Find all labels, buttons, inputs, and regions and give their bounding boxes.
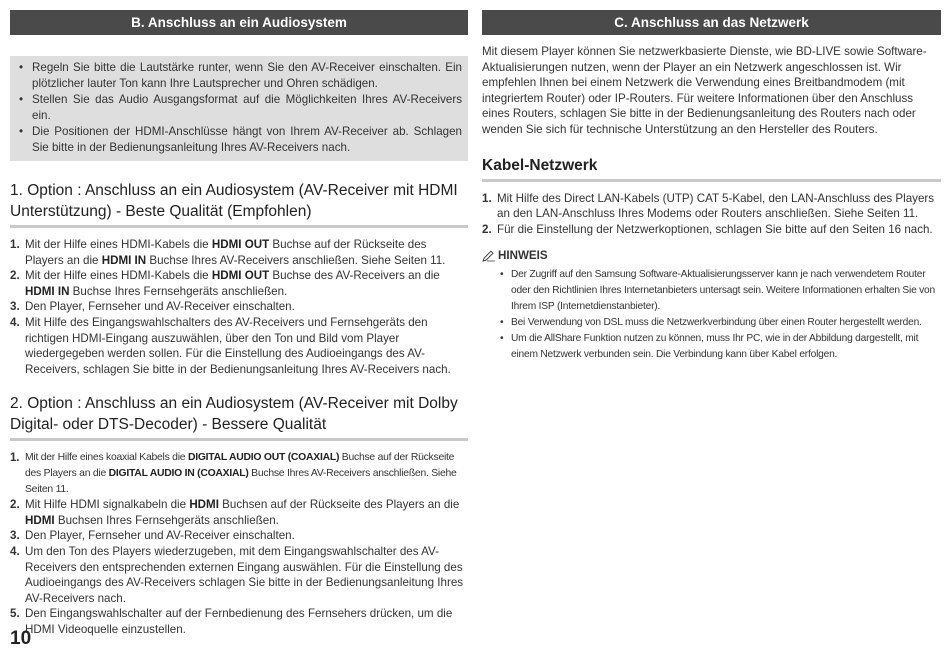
step-item: 1. Mit Hilfe des Direct LAN-Kabels (UTP) CAT 5-Kabel, den LAN-Anschluss des Players an den LAN-Anschluss Ihres Modems oder Routers anschließen. Siehe Seiten 11. [482, 191, 935, 221]
step-item: 2. Mit der Hilfe eines HDMI-Kabels die HDMI OUT Buchse des AV-Receivers an die HDMI IN Buchse Ihres Fernsehgeräts anschließen. [10, 269, 440, 298]
cable-network-heading: Kabel-Netzwerk [482, 155, 941, 182]
step-item: 1. Mit der Hilfe eines koaxial Kabels die DIGITAL AUDIO OUT (COAXIAL) Buchse auf der Rückseite des Players an die DIGITAL AUDIO IN (COAXIAL) Buchse Ihres AV-Receivers anschließen. Siehe Seiten 11. [10, 451, 457, 495]
step-item: 2. Mit Hilfe HDMI signalkabeln die HDMI Buchsen auf der Rückseite des Players an die HDMI Buchsen Ihres Fernsehgeräts anschließen. [10, 498, 460, 527]
caution-item: • Die Positionen der HDMI-Anschlüsse hängt von Ihrem AV-Receiver ab. Schlagen Sie bitte in der Bedienungsanleitung Ihres AV-Receivers nach. [19, 125, 462, 154]
pencil-icon [482, 250, 496, 262]
note-list [482, 267, 941, 363]
network-steps [482, 191, 941, 238]
caution-item: • Stellen Sie das Audio Ausgangsformat auf die Möglichkeiten Ihres AV-Receivers ein. [19, 93, 462, 122]
step-item: 4. Mit Hilfe des Eingangswahlschalters des AV-Receivers und Fernsehgeräts den richtigen HDMI-Eingang auszuwählen, über den Ton und Bild vom Player wiedergegeben werden sollen. Für die Einstellung des Audioeingangs des AV-Receivers, schlagen Sie bitte in der Bedienungsanleitung Ihres AV-Receivers nach. [10, 315, 451, 376]
caution-box [10, 56, 468, 161]
step-item: 2. Für die Einstellung der Netzwerkoptionen, schlagen Sie bitte auf den Seiten 16 nach. [482, 222, 933, 236]
right-column [482, 10, 941, 363]
option-2-heading: 2. Option : Anschluss an ein Audiosystem (AV-Receiver mit Dolby Digital- oder DTS-Decoder) - Bessere Qualität [10, 393, 468, 441]
option-2-steps [10, 450, 468, 637]
page-number: 10 [10, 628, 32, 649]
network-intro: Mit diesem Player können Sie netzwerkbasierte Dienste, wie BD-LIVE sowie Software-Aktualisierungen nutzen, wenn der Player an ein Netzwerk angeschlossen ist. Wir empfehlen Ihnen bei einem Netzwerk die Verwendung eines Breitbandmodem (mit integriertem Router) oder IP-Routers. Für weitere Informationen über den Anschluss eines Routers, schlagen Sie bitte in der Bedienungsanleitung des Routers nach oder wenden Sie sich für technische Unterstützung an den Hersteller des Routers. [482, 45, 927, 136]
note-heading: HINWEIS [482, 249, 941, 262]
note-item: • Um die AllShare Funktion nutzen zu können, muss Ihr PC, wie in der Abbildung dargestellt, mit einem Netzwerk verbunden sein. Die Verbindung kann über Kabel erfolgen. [500, 333, 919, 361]
step-item: 3. Den Player, Fernseher und AV-Receiver einschalten. [10, 300, 295, 314]
left-column [10, 10, 468, 637]
note-item: • Der Zugriff auf den Samsung Software-Aktualisierungsserver kann je nach verwendetem Router oder den Richtlinien Ihres Internetanbieters untersagt sein. Weitere Informationen erhalten Sie von Ihrem ISP (Internetdienstanbieter). [500, 269, 935, 313]
step-item: 4. Um den Ton des Players wiederzugeben, mit dem Eingangswahlschalter des AV-Receivers den entsprechenden externen Eingang auswählen. Für die Einstellung des Audioeingangs des AV-Receivers schlagen Sie bitte in der Bedienungsanleitung Ihres AV-Receivers nach. [10, 544, 464, 605]
step-item: 3. Den Player, Fernseher und AV-Receiver einschalten. [10, 529, 295, 543]
step-item: 1. Mit der Hilfe eines HDMI-Kabels die HDMI OUT Buchse auf der Rückseite des Players an die HDMI IN Buchse Ihres AV-Receivers anschließen. Siehe Seiten 11. [10, 238, 446, 267]
section-title-audio: B. Anschluss an ein Audiosystem [10, 10, 468, 35]
section-title-network: C. Anschluss an das Netzwerk [482, 10, 941, 35]
caution-item: • Regeln Sie bitte die Lautstärke runter, wenn Sie den AV-Receiver einschalten. Ein plötzlicher lauter Ton kann Ihre Lautsprecher und Ohren schädigen. [19, 61, 462, 90]
step-item: 5. Den Eingangswahlschalter auf der Fernbedienung des Fernsehers drücken, um die HDMI Videoquelle einzustellen. [10, 607, 453, 636]
option-1-heading: 1. Option : Anschluss an ein Audiosystem (AV-Receiver mit HDMI Unterstützung) - Beste Qualität (Empfohlen) [10, 180, 468, 228]
note-item: • Bei Verwendung von DSL muss die Netzwerkverbindung über einen Router hergestellt werden. [500, 317, 922, 329]
option-1-steps [10, 237, 468, 377]
